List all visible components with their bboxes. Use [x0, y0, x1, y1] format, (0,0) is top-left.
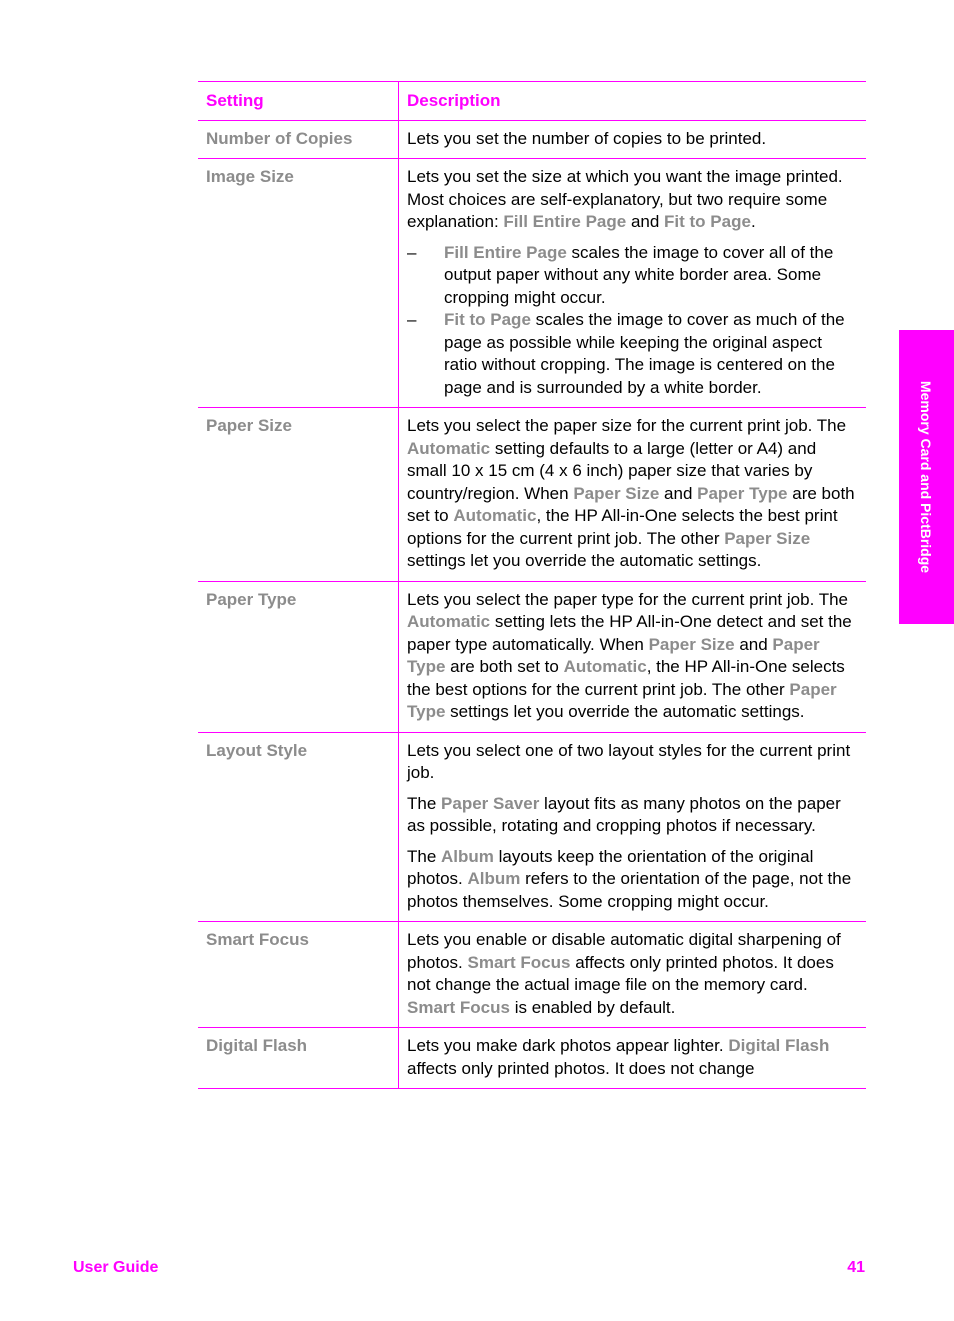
table-body	[198, 120, 866, 1089]
list-item	[407, 309, 858, 399]
description-paragraph	[407, 128, 858, 151]
chapter-side-tab-label: Memory Card and PictBridge	[918, 380, 934, 574]
table-row	[198, 1028, 866, 1089]
text-run: Lets you set the size at which you want the image printed. Most choices are self-explanatory, but two require some explanation:	[407, 167, 843, 231]
text-run: layout fits as many photos on the paper as possible, rotating and cropping photos if necessary.	[407, 793, 841, 835]
setting-cell	[198, 581, 399, 732]
setting-reference: Automatic	[563, 657, 647, 676]
text-run: setting lets the HP All-in-One detect and set the paper type automatically. When	[407, 612, 852, 654]
description-paragraph	[407, 589, 858, 724]
text-run: Lets you select the paper type for the current print job. The	[407, 589, 848, 609]
setting-name: Digital Flash	[206, 1036, 308, 1055]
text-run: Lets you select the paper size for the current print job. The	[407, 416, 847, 435]
description-paragraph	[407, 846, 858, 914]
setting-cell	[198, 922, 399, 1028]
setting-reference: Paper Type	[407, 634, 820, 676]
setting-reference: Fill Entire Page	[503, 212, 627, 231]
setting-reference: Smart Focus	[407, 997, 510, 1017]
table-row	[198, 120, 866, 159]
text-run: , the HP All-in-One selects the best options for the current print job. The other	[407, 657, 845, 699]
dash-bullet-icon: –	[407, 310, 417, 329]
description-cell	[399, 159, 867, 408]
dash-bullet-icon: –	[407, 242, 417, 262]
text-run: settings let you override the automatic settings.	[445, 702, 805, 721]
description-cell	[399, 1028, 867, 1089]
text-run: and	[734, 634, 773, 654]
description-cell	[399, 922, 867, 1028]
setting-name: Layout Style	[206, 740, 308, 760]
setting-reference: Fill Entire Page	[444, 242, 567, 262]
description-paragraph	[407, 166, 858, 234]
list-item	[407, 242, 858, 310]
text-run: scales the image to cover as much of the page as possible while keeping the original aspect ratio without cropping. The image is centered on the page and is surrounded by a white border.	[444, 310, 845, 397]
description-cell	[399, 732, 867, 922]
description-paragraph	[407, 929, 858, 1019]
setting-reference: Fit to Page	[664, 212, 751, 231]
text-run: affects only printed photos. It does not change the actual image file on the memory card.	[407, 952, 834, 994]
setting-reference: Paper Type	[697, 483, 788, 503]
description-paragraph	[407, 415, 858, 573]
text-run: layouts keep the orientation of the original photos.	[407, 846, 814, 888]
setting-name: Paper Type	[206, 589, 297, 609]
text-run: Lets you enable or disable automatic digital sharpening of photos.	[407, 930, 841, 972]
text-run: and	[626, 212, 665, 231]
setting-reference: Paper Saver	[441, 793, 540, 813]
setting-cell	[198, 159, 399, 408]
setting-reference: Paper Size	[648, 634, 735, 654]
setting-reference: Paper Type	[407, 679, 837, 721]
table-row	[198, 581, 866, 732]
setting-name: Number of Copies	[206, 128, 353, 148]
description-cell	[399, 120, 867, 159]
setting-reference: Paper Size	[724, 528, 811, 548]
description-paragraph	[407, 793, 858, 838]
setting-cell	[198, 408, 399, 582]
setting-reference: Album	[441, 846, 494, 866]
text-run: The	[407, 793, 442, 813]
setting-cell	[198, 732, 399, 922]
table-row	[198, 922, 866, 1028]
setting-name: Image Size	[206, 167, 294, 186]
table-header-row	[198, 82, 866, 121]
setting-reference: Automatic	[453, 506, 537, 525]
text-run: , the HP All-in-One selects the best print options for the current print job. The other	[407, 506, 838, 548]
table-row	[198, 159, 866, 408]
description-paragraph	[407, 1035, 858, 1080]
text-run: setting defaults to a large (letter or A4) and small 10 x 15 cm (4 x 6 inch) paper size that varies by country/region. When	[407, 438, 817, 503]
text-run: Lets you make dark photos appear lighter.	[407, 1036, 729, 1055]
text-run: affects only printed photos. It does not change	[407, 1058, 755, 1078]
table-row	[198, 732, 866, 922]
setting-reference: Automatic	[407, 612, 491, 631]
setting-reference: Album	[467, 869, 521, 888]
setting-reference: Digital Flash	[728, 1036, 830, 1055]
settings-table	[198, 81, 866, 1089]
setting-reference: Fit to Page	[444, 310, 531, 329]
setting-cell	[198, 120, 399, 159]
setting-name: Smart Focus	[206, 930, 309, 949]
text-run: The	[407, 846, 442, 866]
footer-guide-title: User Guide	[73, 1259, 159, 1276]
text-run: and	[659, 483, 698, 503]
text-run: are both set to	[445, 657, 564, 676]
option-list	[407, 242, 858, 400]
text-run: Lets you set the number of copies to be printed.	[407, 128, 767, 148]
text-run: Lets you select one of two layout styles for the current print job.	[407, 740, 851, 782]
setting-reference: Automatic	[407, 438, 491, 458]
setting-reference: Paper Size	[573, 483, 660, 503]
text-run: is enabled by default.	[509, 997, 676, 1017]
table-row	[198, 408, 866, 582]
header-setting: Setting	[198, 82, 399, 121]
text-run: .	[750, 212, 756, 231]
footer-page-number: 41	[847, 1259, 865, 1276]
setting-name: Paper Size	[206, 416, 292, 435]
description-paragraph	[407, 740, 858, 785]
text-run: settings let you override the automatic settings.	[407, 551, 762, 570]
description-cell	[399, 581, 867, 732]
description-cell	[399, 408, 867, 582]
text-run: refers to the orientation of the page, not the photos themselves. Some cropping might occur.	[407, 869, 852, 911]
chapter-side-tab	[899, 330, 954, 624]
setting-reference: Smart Focus	[467, 952, 571, 972]
text-run: scales the image to cover all of the output paper without any white border area. Some cropping might occur.	[444, 242, 834, 307]
setting-cell	[198, 1028, 399, 1089]
text-run: are both set to	[407, 483, 855, 525]
header-description: Description	[399, 82, 867, 121]
